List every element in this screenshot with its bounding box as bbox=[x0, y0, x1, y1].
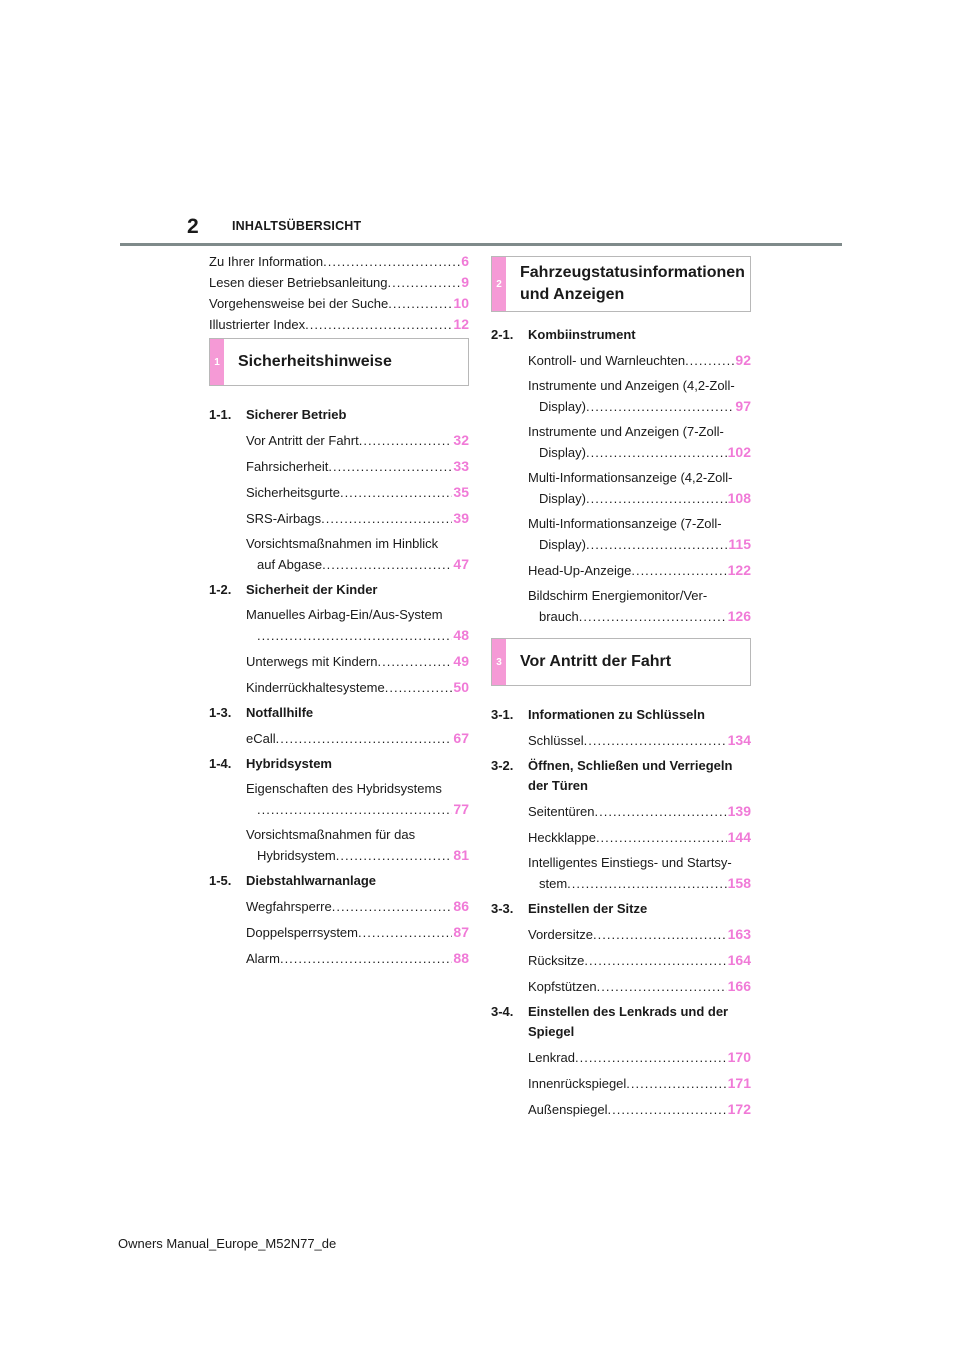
toc-entry[interactable]: Multi-Informationsanzeige (4,2-Zoll- Display) ..... 108 bbox=[491, 468, 751, 509]
section-heading: 3-1. Informationen zu Schlüsseln bbox=[491, 707, 705, 722]
page-link[interactable]: 87 bbox=[453, 924, 469, 940]
toc-entry[interactable]: Heckklappe ..... 144 bbox=[491, 827, 751, 848]
toc-entry[interactable]: Fahrsicherheit ..... 33 bbox=[209, 456, 469, 477]
toc-entry[interactable]: Lesen dieser Betriebsanleitung ..... 9 bbox=[209, 272, 469, 293]
section-heading: 2-1. Kombiinstrument bbox=[491, 327, 636, 342]
page-title: INHALTSÜBERSICHT bbox=[232, 219, 362, 233]
page-link[interactable]: 81 bbox=[453, 847, 469, 863]
page-number: 2 bbox=[187, 215, 199, 238]
page-link[interactable]: 102 bbox=[727, 444, 751, 460]
page-link[interactable]: 88 bbox=[453, 950, 469, 966]
header-divider bbox=[120, 243, 842, 246]
chapter-title: Vor Antritt der Fahrt bbox=[520, 653, 672, 670]
section-heading: 1-3. Notfallhilfe bbox=[209, 705, 314, 720]
chapter-2-header[interactable] bbox=[491, 256, 751, 312]
section-heading: 1-2. Sicherheit der Kinder bbox=[209, 582, 378, 597]
toc-entry[interactable]: Wegfahrsperre ..... 86 bbox=[209, 896, 469, 917]
toc-entry[interactable]: Sicherheitsgurte ..... 35 bbox=[209, 482, 469, 503]
toc-entry[interactable]: eCall ..... 67 bbox=[209, 728, 469, 749]
page-link[interactable]: 35 bbox=[453, 484, 469, 500]
chapter-3-header[interactable] bbox=[491, 638, 751, 686]
section-heading: 3-2. Öffnen, Schließen und Verriegeln der Türen bbox=[491, 758, 733, 793]
toc-entry[interactable]: Vorsichtsmaßnahmen für das Hybridsystem ..... 81 bbox=[209, 825, 469, 866]
page-link[interactable]: 47 bbox=[453, 556, 469, 572]
toc-entry[interactable]: Schlüssel ..... 134 bbox=[491, 730, 751, 751]
section-heading: 1-4. Hybridsystem bbox=[209, 756, 332, 771]
toc-entry[interactable]: SRS-Airbags ..... 39 bbox=[209, 508, 469, 529]
page-link[interactable]: 50 bbox=[453, 679, 469, 695]
chapter-tab: 2 bbox=[492, 257, 506, 311]
page-link[interactable]: 97 bbox=[735, 398, 751, 414]
toc-entry[interactable]: Kopfstützen ..... 166 bbox=[491, 976, 751, 997]
page-link[interactable]: 77 bbox=[453, 801, 469, 817]
page-link[interactable]: 144 bbox=[727, 829, 751, 845]
section-heading: 3-3. Einstellen der Sitze bbox=[491, 901, 648, 916]
page-link[interactable]: 10 bbox=[453, 295, 469, 311]
footer-text: Owners Manual_Europe_M52N77_de bbox=[118, 1236, 337, 1251]
page-link[interactable]: 48 bbox=[453, 627, 469, 643]
page-link[interactable]: 49 bbox=[453, 653, 469, 669]
toc-entry[interactable]: Intelligentes Einstiegs- und Startsy- stem ..... 158 bbox=[491, 853, 751, 894]
intro-list bbox=[209, 251, 469, 335]
left-column bbox=[209, 251, 469, 974]
toc-entry[interactable]: Vordersitze ..... 163 bbox=[491, 924, 751, 945]
toc-entry[interactable]: Innenrückspiegel ..... 171 bbox=[491, 1073, 751, 1094]
toc-entry[interactable]: Eigenschaften des Hybridsystems ..... 77 bbox=[209, 779, 469, 820]
chapter-title: Fahrzeugstatusinformationen und Anzeigen bbox=[520, 264, 745, 303]
page-link[interactable]: 9 bbox=[461, 274, 469, 290]
toc-entry[interactable]: Illustrierter Index ..... 12 bbox=[209, 314, 469, 335]
chapter-title: Sicherheitshinweise bbox=[238, 353, 392, 370]
page-link[interactable]: 12 bbox=[453, 316, 469, 332]
toc-entry[interactable]: Seitentüren ..... 139 bbox=[491, 801, 751, 822]
page-link[interactable]: 33 bbox=[453, 458, 469, 474]
toc-entry[interactable]: Vor Antritt der Fahrt ..... 32 bbox=[209, 430, 469, 451]
toc-entry[interactable]: Zu Ihrer Information ..... 6 bbox=[209, 251, 469, 272]
toc-entry[interactable]: Außenspiegel ..... 172 bbox=[491, 1099, 751, 1120]
section-heading: 3-4. Einstellen des Lenkrads und der Spiegel bbox=[491, 1004, 729, 1039]
page-link[interactable]: 163 bbox=[727, 926, 751, 942]
page-link[interactable]: 164 bbox=[727, 952, 751, 968]
chapter-1-header[interactable] bbox=[209, 338, 469, 386]
page-link[interactable]: 134 bbox=[727, 732, 751, 748]
toc-entry[interactable]: Vorgehensweise bei der Suche ..... 10 bbox=[209, 293, 469, 314]
toc-entry[interactable]: Vorsichtsmaßnahmen im Hinblick auf Abgase ..... 47 bbox=[209, 534, 469, 575]
toc-entry[interactable]: Instrumente und Anzeigen (4,2-Zoll- Display) ..... 97 bbox=[491, 376, 751, 417]
page-link[interactable]: 67 bbox=[453, 730, 469, 746]
chapter-tab: 3 bbox=[492, 639, 506, 685]
page-link[interactable]: 115 bbox=[728, 536, 751, 552]
toc-entry[interactable]: Alarm ..... 88 bbox=[209, 948, 469, 969]
page-link[interactable]: 170 bbox=[727, 1049, 751, 1065]
toc-entry[interactable]: Rücksitze ..... 164 bbox=[491, 950, 751, 971]
page-link[interactable]: 39 bbox=[453, 510, 469, 526]
toc-entry[interactable]: Kinderrückhaltesysteme ..... 50 bbox=[209, 677, 469, 698]
toc-entry[interactable]: Unterwegs mit Kindern ..... 49 bbox=[209, 651, 469, 672]
toc-entry[interactable]: Kontroll- und Warnleuchten ..... 92 bbox=[491, 350, 751, 371]
toc-entry[interactable]: Bildschirm Energiemonitor/Ver- brauch ..... 126 bbox=[491, 586, 751, 627]
section-heading: 1-5. Diebstahlwarnanlage bbox=[209, 873, 377, 888]
page-link[interactable]: 126 bbox=[727, 608, 751, 624]
toc-entry[interactable]: Instrumente und Anzeigen (7-Zoll- Display) ..... 102 bbox=[491, 422, 751, 463]
toc-entry[interactable]: Multi-Informationsanzeige (7-Zoll- Display) ..... 115 bbox=[491, 514, 751, 555]
toc-entry[interactable]: Lenkrad ..... 170 bbox=[491, 1047, 751, 1068]
page-link[interactable]: 172 bbox=[727, 1101, 751, 1117]
page-link[interactable]: 122 bbox=[727, 562, 751, 578]
page-link[interactable]: 158 bbox=[727, 875, 751, 891]
page-link[interactable]: 32 bbox=[453, 432, 469, 448]
page-link[interactable]: 166 bbox=[727, 978, 751, 994]
page-link[interactable]: 108 bbox=[727, 490, 751, 506]
chapter-tab: 1 bbox=[210, 339, 224, 385]
right-column bbox=[491, 256, 751, 1125]
page-link[interactable]: 86 bbox=[453, 898, 469, 914]
page-link[interactable]: 171 bbox=[727, 1075, 751, 1091]
page-link[interactable]: 6 bbox=[461, 253, 469, 269]
toc-entry[interactable]: Head-Up-Anzeige ..... 122 bbox=[491, 560, 751, 581]
page-link[interactable]: 139 bbox=[727, 803, 751, 819]
page-link[interactable]: 92 bbox=[735, 352, 751, 368]
toc-entry[interactable]: Doppelsperrsystem ..... 87 bbox=[209, 922, 469, 943]
toc-entry[interactable]: Manuelles Airbag-Ein/Aus-System ..... 48 bbox=[209, 605, 469, 646]
section-heading: 1-1. Sicherer Betrieb bbox=[209, 407, 347, 422]
